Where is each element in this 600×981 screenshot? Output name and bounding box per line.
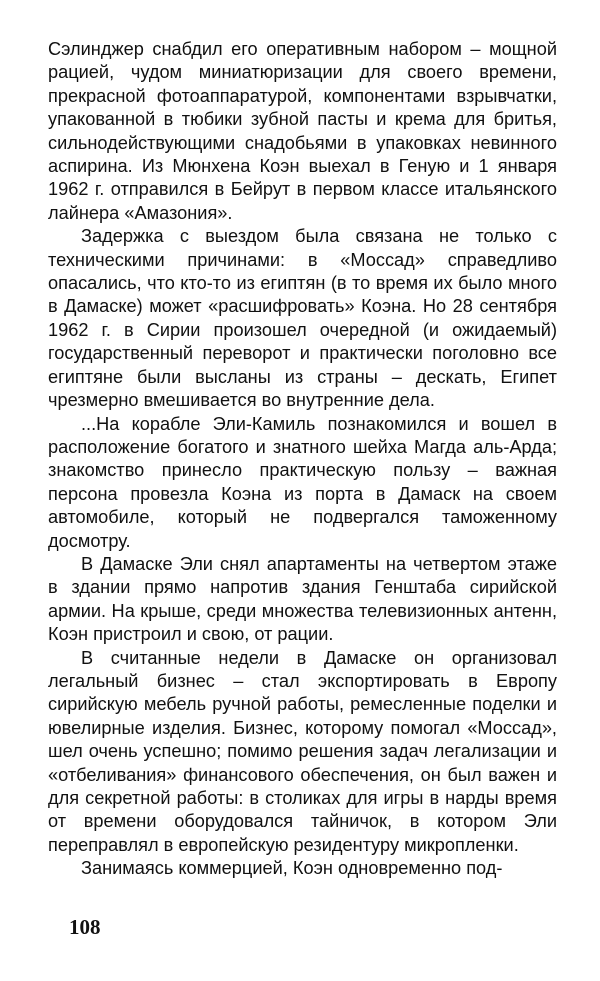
paragraph-4: В Дамаске Эли снял апартаменты на четвертом этаже в здании прямо напротив здания Генштаба сирийской армии. На крыше, среди множества телевизионных антенн, Коэн пристроил и свою, от рации.	[48, 553, 557, 645]
page-number: 108	[69, 915, 101, 939]
paragraph-2: Задержка с выездом была связана не только с техническими причинами: в «Моссад» справедливо опасались, что кто-то из египтян (в то время их было много в Дамаске) может «расшифровать» Коэна. Но 28 сентября 1962 г. в Сирии произошел очередной (и ожидаемый) государственный переворот и практически поголовно все египтяне были высланы из страны – дескать, Египет чрезмерно вмешивается во внутренние дела.	[48, 226, 557, 411]
paragraph-6: Занимаясь коммерцией, Коэн одновременно под-	[81, 858, 503, 879]
body-text	[48, 38, 557, 881]
paragraph-1: Сэлинджер снабдил его оперативным набором – мощной рацией, чудом миниатюризации для своего времени, прекрасной фотоаппаратурой, компонентами взрывчатки, упакованной в тюбики зубной пасты и крема для бритья, сильнодействующими снадобьями в упаковках невинного аспирина. Из Мюнхена Коэн выехал в Геную и 1 января 1962 г. отправился в Бейрут в первом классе итальянского лайнера «Амазония».	[48, 39, 557, 223]
paragraph-5: В считанные недели в Дамаске он организовал легальный бизнес – стал экспортировать в Европу сирийскую мебель ручной работы, ремесленные поделки и ювелирные изделия. Бизнес, которому помогал «Моссад», шел очень успешно; помимо решения задач легализации и «отбеливания» финансового обеспечения, он был важен и для секретной работы: в столиках для игры в нарды время от времени оборудовался тайничок, в котором Эли переправлял в европейскую резидентуру микропленки.	[48, 647, 557, 855]
paragraph-3: ...На корабле Эли-Камиль познакомился и вошел в расположение богатого и знатного шейха Магда аль-Арда; знакомство принесло практическую пользу – важная персона провезла Коэна из порта в Дамаск на своем автомобиле, который не подвергался таможенному досмотру.	[48, 413, 557, 551]
